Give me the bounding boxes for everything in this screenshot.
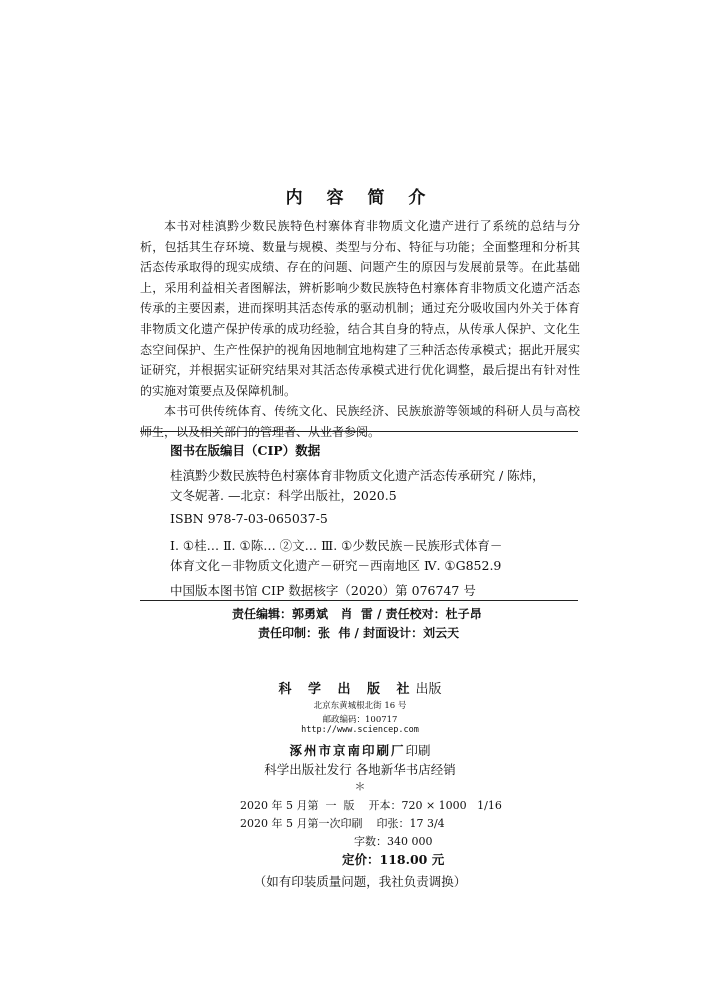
cip-classification: Ⅰ. ①桂… Ⅱ. ①陈… ②文… Ⅲ. ①少数民族－民族形式体育－: [170, 538, 503, 553]
publisher-address: 北京东黄城根北街 16 号: [313, 701, 407, 711]
price: 定价：118.00 元: [342, 852, 445, 867]
cip-title: 图书在版编目（CIP）数据: [170, 443, 321, 458]
summary-body: [140, 216, 580, 443]
printer-brand: 涿州市京南印刷厂: [289, 743, 406, 758]
printing-line: 2020 年 5 月第一次印刷 印张：17 3/4: [240, 817, 445, 830]
printer-suffix: 印刷: [405, 743, 431, 758]
separator-star: ＊: [354, 780, 366, 793]
publisher-url: http://www.sciencep.com: [301, 725, 419, 735]
defect-note: （如有印装质量问题，我社负责调换）: [253, 874, 467, 889]
publisher-suffix: 出版: [415, 682, 442, 697]
summary-title: 内 容 简 介: [285, 188, 435, 208]
credits-line: 责任编辑：郭勇斌 肖 雷 / 责任校对：杜子昂: [232, 607, 482, 621]
publisher-postcode: 邮政编码：100717: [322, 715, 398, 725]
cip-classification: 体育文化－非物质文化遗产－研究－西南地区 Ⅳ. ①G852.9: [170, 558, 502, 573]
cip-line: 桂滇黔少数民族特色村寨体育非物质文化遗产活态传承研究 / 陈炜，: [170, 468, 545, 483]
cip-isbn: ISBN 978-7-03-065037-5: [170, 511, 328, 526]
distribution-line: 科学出版社发行 各地新华书店经销: [264, 762, 456, 777]
word-count: 字数：340 000: [354, 835, 433, 848]
printer-name: [0, 741, 720, 759]
cip-bottom-rule: [140, 600, 578, 601]
edition-line: 2020 年 5 月第 一 版 开本：720 × 1000 1/16: [240, 799, 502, 812]
credits-line: 责任印制：张 伟 / 封面设计：刘云天: [258, 626, 460, 640]
publisher-name: [0, 678, 720, 697]
cip-top-rule: [140, 431, 578, 432]
cip-library-note: 中国版本图书馆 CIP 数据核字（2020）第 076747 号: [170, 583, 476, 598]
cip-line: 文冬妮著. —北京：科学出版社，2020.5: [170, 488, 397, 503]
publisher-brand: 科 学 出 版 社: [278, 682, 416, 697]
summary-paragraph: 本书对桂滇黔少数民族特色村寨体育非物质文化遗产进行了系统的总结与分析，包括其生存环境、数量与规模、类型与分布、特征与功能；全面整理和分析其活态传承取得的现实成绩、存在的问题、问题产生的原因与发展前景等。在此基础上，采用利益相关者图解法，辨析影响少数民族特色村寨体育非物质文化遗产活态传承的主要因素，进而探明其活态传承的驱动机制；通过充分吸收国内外关于体育非物质文化遗产保护传承的成功经验，结合其自身的特点，从传承人保护、文化生态空间保护、生产性保护的视角因地制宜地构建了三种活态传承模式；据此开展实证研究，并根据实证研究结果对其活态传承模式进行优化调整，最后提出有针对性的实施对策要点及保障机制。: [140, 219, 580, 398]
summary-paragraph: 本书可供传统体育、传统文化、民族经济、民族旅游等领域的科研人员与高校师生，以及相关部门的管理者、从业者参阅。: [140, 404, 580, 439]
